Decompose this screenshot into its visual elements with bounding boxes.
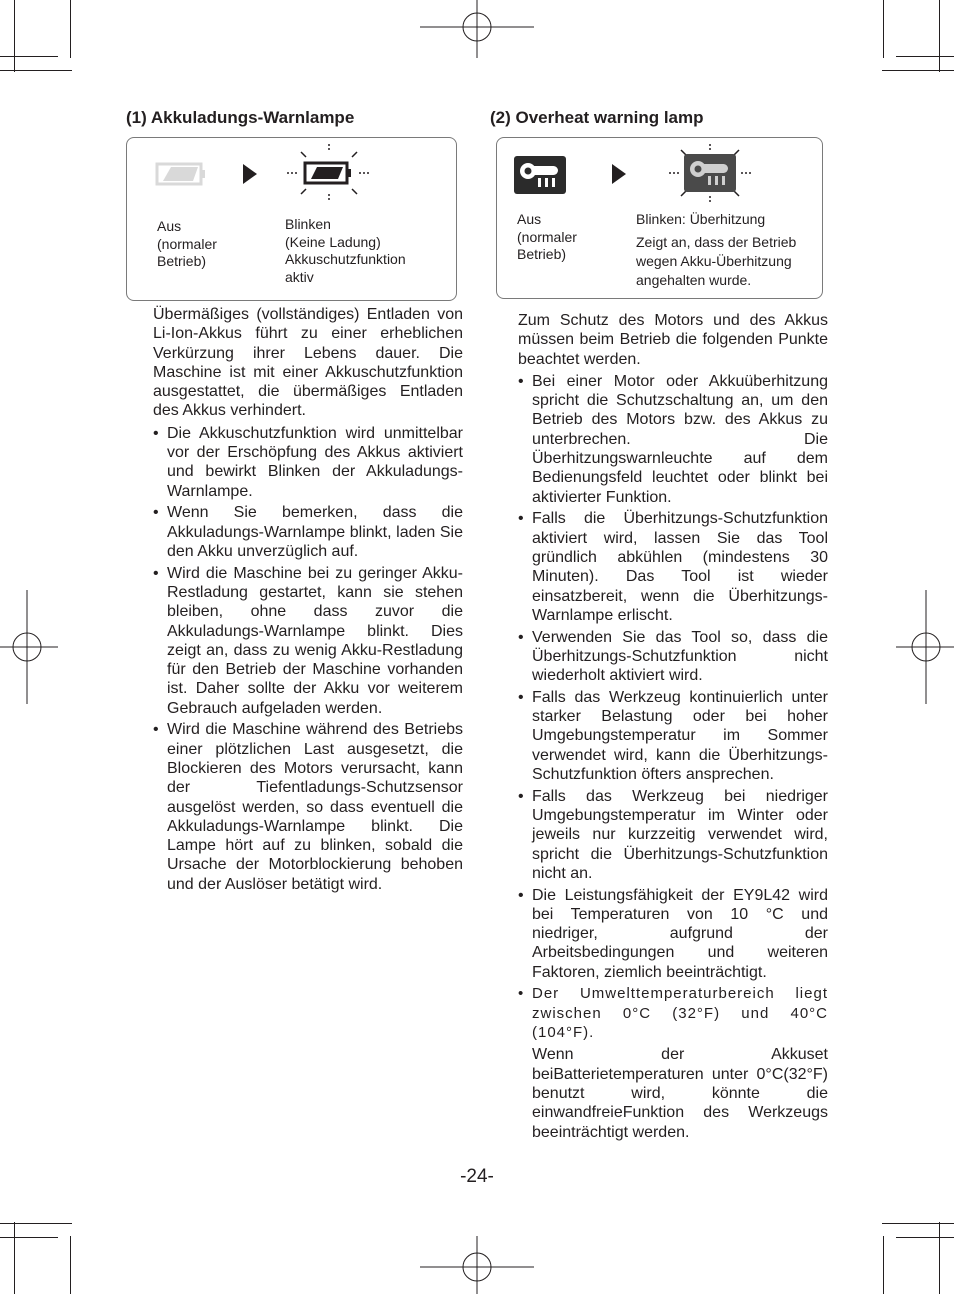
page-number: -24- <box>460 1166 494 1187</box>
registration-mark-top <box>420 0 534 60</box>
battery-empty-blinking-icon <box>287 144 371 202</box>
battery-warning-panel <box>126 137 457 301</box>
registration-mark-bottom <box>420 1234 534 1294</box>
list-item: • Wenn Sie bemerken, dass die Akkuladungs-Warnlampe blinkt, laden Sie den Akku unverzüglich auf. <box>153 503 463 561</box>
bullet-list <box>518 372 828 1043</box>
intro-paragraph: Zum Schutz des Motors und des Akkus müssen beim Betrieb die folgenden Punkte beachtet werden. <box>518 312 828 368</box>
play-arrow-icon <box>610 162 628 186</box>
list-item: • Falls die Überhitzungs-Schutzfunktion aktiviert wird, lassen Sie das Tool gründlich abkühlen (mindestens 30 Minuten). Das Tool ist wieder einsatzbereit, wenn die Überhitzungs-Warnlampe erlischt. <box>518 509 828 625</box>
thermometer-blinking-icon <box>669 144 751 204</box>
state-blink-caption: Blinken (Keine Ladung) Akkuschutzfunktion aktiv <box>285 216 406 285</box>
state-off-caption: Aus (normaler Betrieb) <box>157 218 217 269</box>
bullet-list <box>153 424 463 894</box>
battery-outline-icon <box>155 160 207 188</box>
registration-mark-right <box>896 590 954 704</box>
overheat-warning-panel <box>496 137 823 299</box>
list-item: • Verwenden Sie das Tool so, dass die Überhitzungs-Schutzfunktion nicht wiederholt aktiviert wird. <box>518 628 828 686</box>
list-item: • Die Akkuschutzfunktion wird unmittelbar vor der Erschöpfung des Akkus aktiviert und bewirkt Blinken der Akkuladungs-Warnlampe. <box>153 424 463 501</box>
section1-body <box>153 305 463 896</box>
play-arrow-icon <box>241 162 259 186</box>
intro-paragraph: Übermäßiges (vollständiges) Entladen von Li-Ion-Akkus führt zu einer erheblichen Verkürzung ihrer Lebens dauer. Die Maschine ist mit einer Akkuschutzfunktion ausgestattet, die übermäßiges Entladen des Akkus verhindert. <box>153 306 463 420</box>
state-off-caption: Aus (normaler Betrieb) <box>517 211 577 262</box>
section2-body <box>518 311 828 1145</box>
list-item: • Die Leistungsfähigkeit der EY9L42 wird bei Temperaturen von 10 °C und niedriger, aufgrund der Arbeitsbedingungen und weiteren Faktoren, ziemlich beeinträchtigt. <box>518 886 828 982</box>
note-paragraph: Wenn der Akkuset beiBatterietemperaturen unter 0°C(32°F) benutzt wird, könnte die einwandfreieFunktion des Werkzeugs beeinträchtigt werden. <box>532 1046 828 1141</box>
list-item: • Bei einer Motor oder Akkuüberhitzung spricht die Schutzschaltung an, um den Betrieb des Motors bzw. des Akkus zu unterbrechen. Die Überhitzungswarnleuchte auf dem Bedienungsfeld leuchtet oder blinkt bei aktivierter Funktion. <box>518 372 828 507</box>
section-heading: (1) Akkuladungs-Warnlampe <box>126 108 355 127</box>
list-item: • Wird die Maschine bei zu geringer Akku-Restladung gestartet, kann sie stehen bleiben, ohne dass zuvor die Akkuladungs-Warnlampe blinkt. Dies zeigt an, dass zu wenig Akku-Restladung für den Betrieb der Maschine vorhanden ist. Daher sollte der Akku vor weiterem Gebrauch aufgeladen werden. <box>153 564 463 718</box>
list-item: • Falls das Werkzeug bei niedriger Umgebungstemperatur im Winter oder jeweils nur kurzzeitig verwendet wird, spricht die Überhitzungs-Schutzfunktion nicht an. <box>518 787 828 883</box>
state-blink-caption: Blinken: Überhitzung Zeigt an, dass der Betrieb wegen Akku-Überhitzung angehalten wurde. <box>636 211 797 288</box>
registration-mark-left <box>0 590 60 704</box>
section-heading: (2) Overheat warning lamp <box>490 108 704 127</box>
list-item: • Falls das Werkzeug kontinuierlich unter starker Belastung oder bei hoher Umgebungstemperatur im Sommer verwendet wird, kann die Überhitzungs-Schutzfunktion öfters ansprechen. <box>518 688 828 784</box>
list-item: • Der Umwelttemperaturbereich liegt zwischen 0°C (32°F) und 40°C (104°F). <box>518 984 828 1043</box>
list-item: • Wird die Maschine während des Betriebs einer plötzlichen Last ausgesetzt, die Blockieren des Motors verursacht, kann der Tiefentladungs-Schutzsensor ausgelöst werden, so dass eventuell die Akkuladungs-Warnlampe blinkt. Die Lampe hört auf zu blinken, sobald die Ursache der Motorblockierung behoben und der Auslöser betätigt wird. <box>153 720 463 894</box>
thermometer-icon <box>514 156 566 194</box>
